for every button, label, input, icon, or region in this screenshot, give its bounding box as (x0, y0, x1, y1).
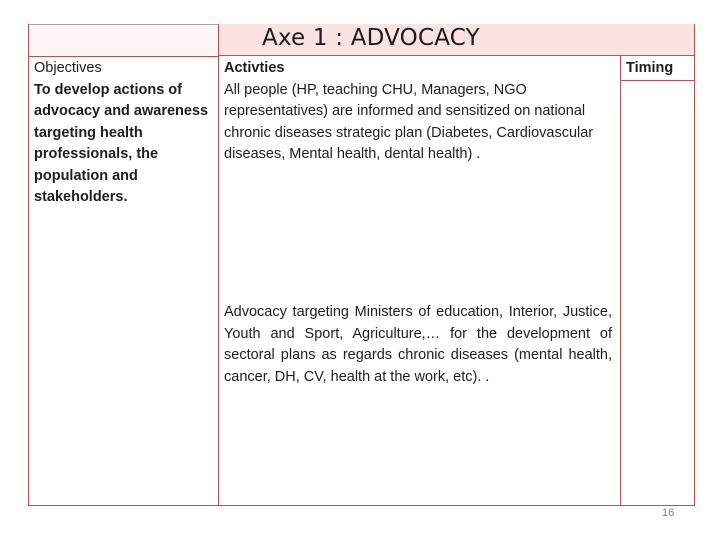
table-border-left (28, 24, 29, 506)
table-border-timing-header (620, 80, 694, 81)
header-left-band (28, 24, 218, 55)
page-number: 16 (662, 507, 675, 519)
objectives-body: To develop actions of advocacy and awareness targeting health professionals, the population and stakeholders. (34, 81, 209, 205)
table-border-top-left (28, 24, 218, 25)
table-border-right (694, 24, 695, 506)
activities-item-2: Advocacy targeting Ministers of education, Interior, Justice, Youth and Sport, Agriculture,… for the development of sectoral plans as regards chronic diseases (mental health, cancer, DH, CV, health at the work, etc). . (224, 304, 612, 385)
activities-cell (224, 58, 616, 166)
activities-heading: Activties (224, 60, 285, 76)
table-border-left-header (28, 56, 218, 57)
table-border-bottom (28, 505, 694, 506)
timing-heading: Timing (626, 60, 674, 76)
activities-item-1: All people (HP, teaching CHU, Managers, NGO representatives) are informed and sensitized on national chronic diseases strategic plan (Diabetes, Cardiovascular diseases, Mental health, dental health) . (224, 81, 594, 162)
table-border-header-bottom (218, 55, 694, 56)
objectives-cell (34, 58, 216, 209)
table-border-divider (218, 24, 219, 506)
table-border-timing-divider (620, 55, 621, 506)
objectives-heading: Objectives (34, 60, 102, 76)
page-title: Axe 1 : ADVOCACY (262, 25, 480, 51)
